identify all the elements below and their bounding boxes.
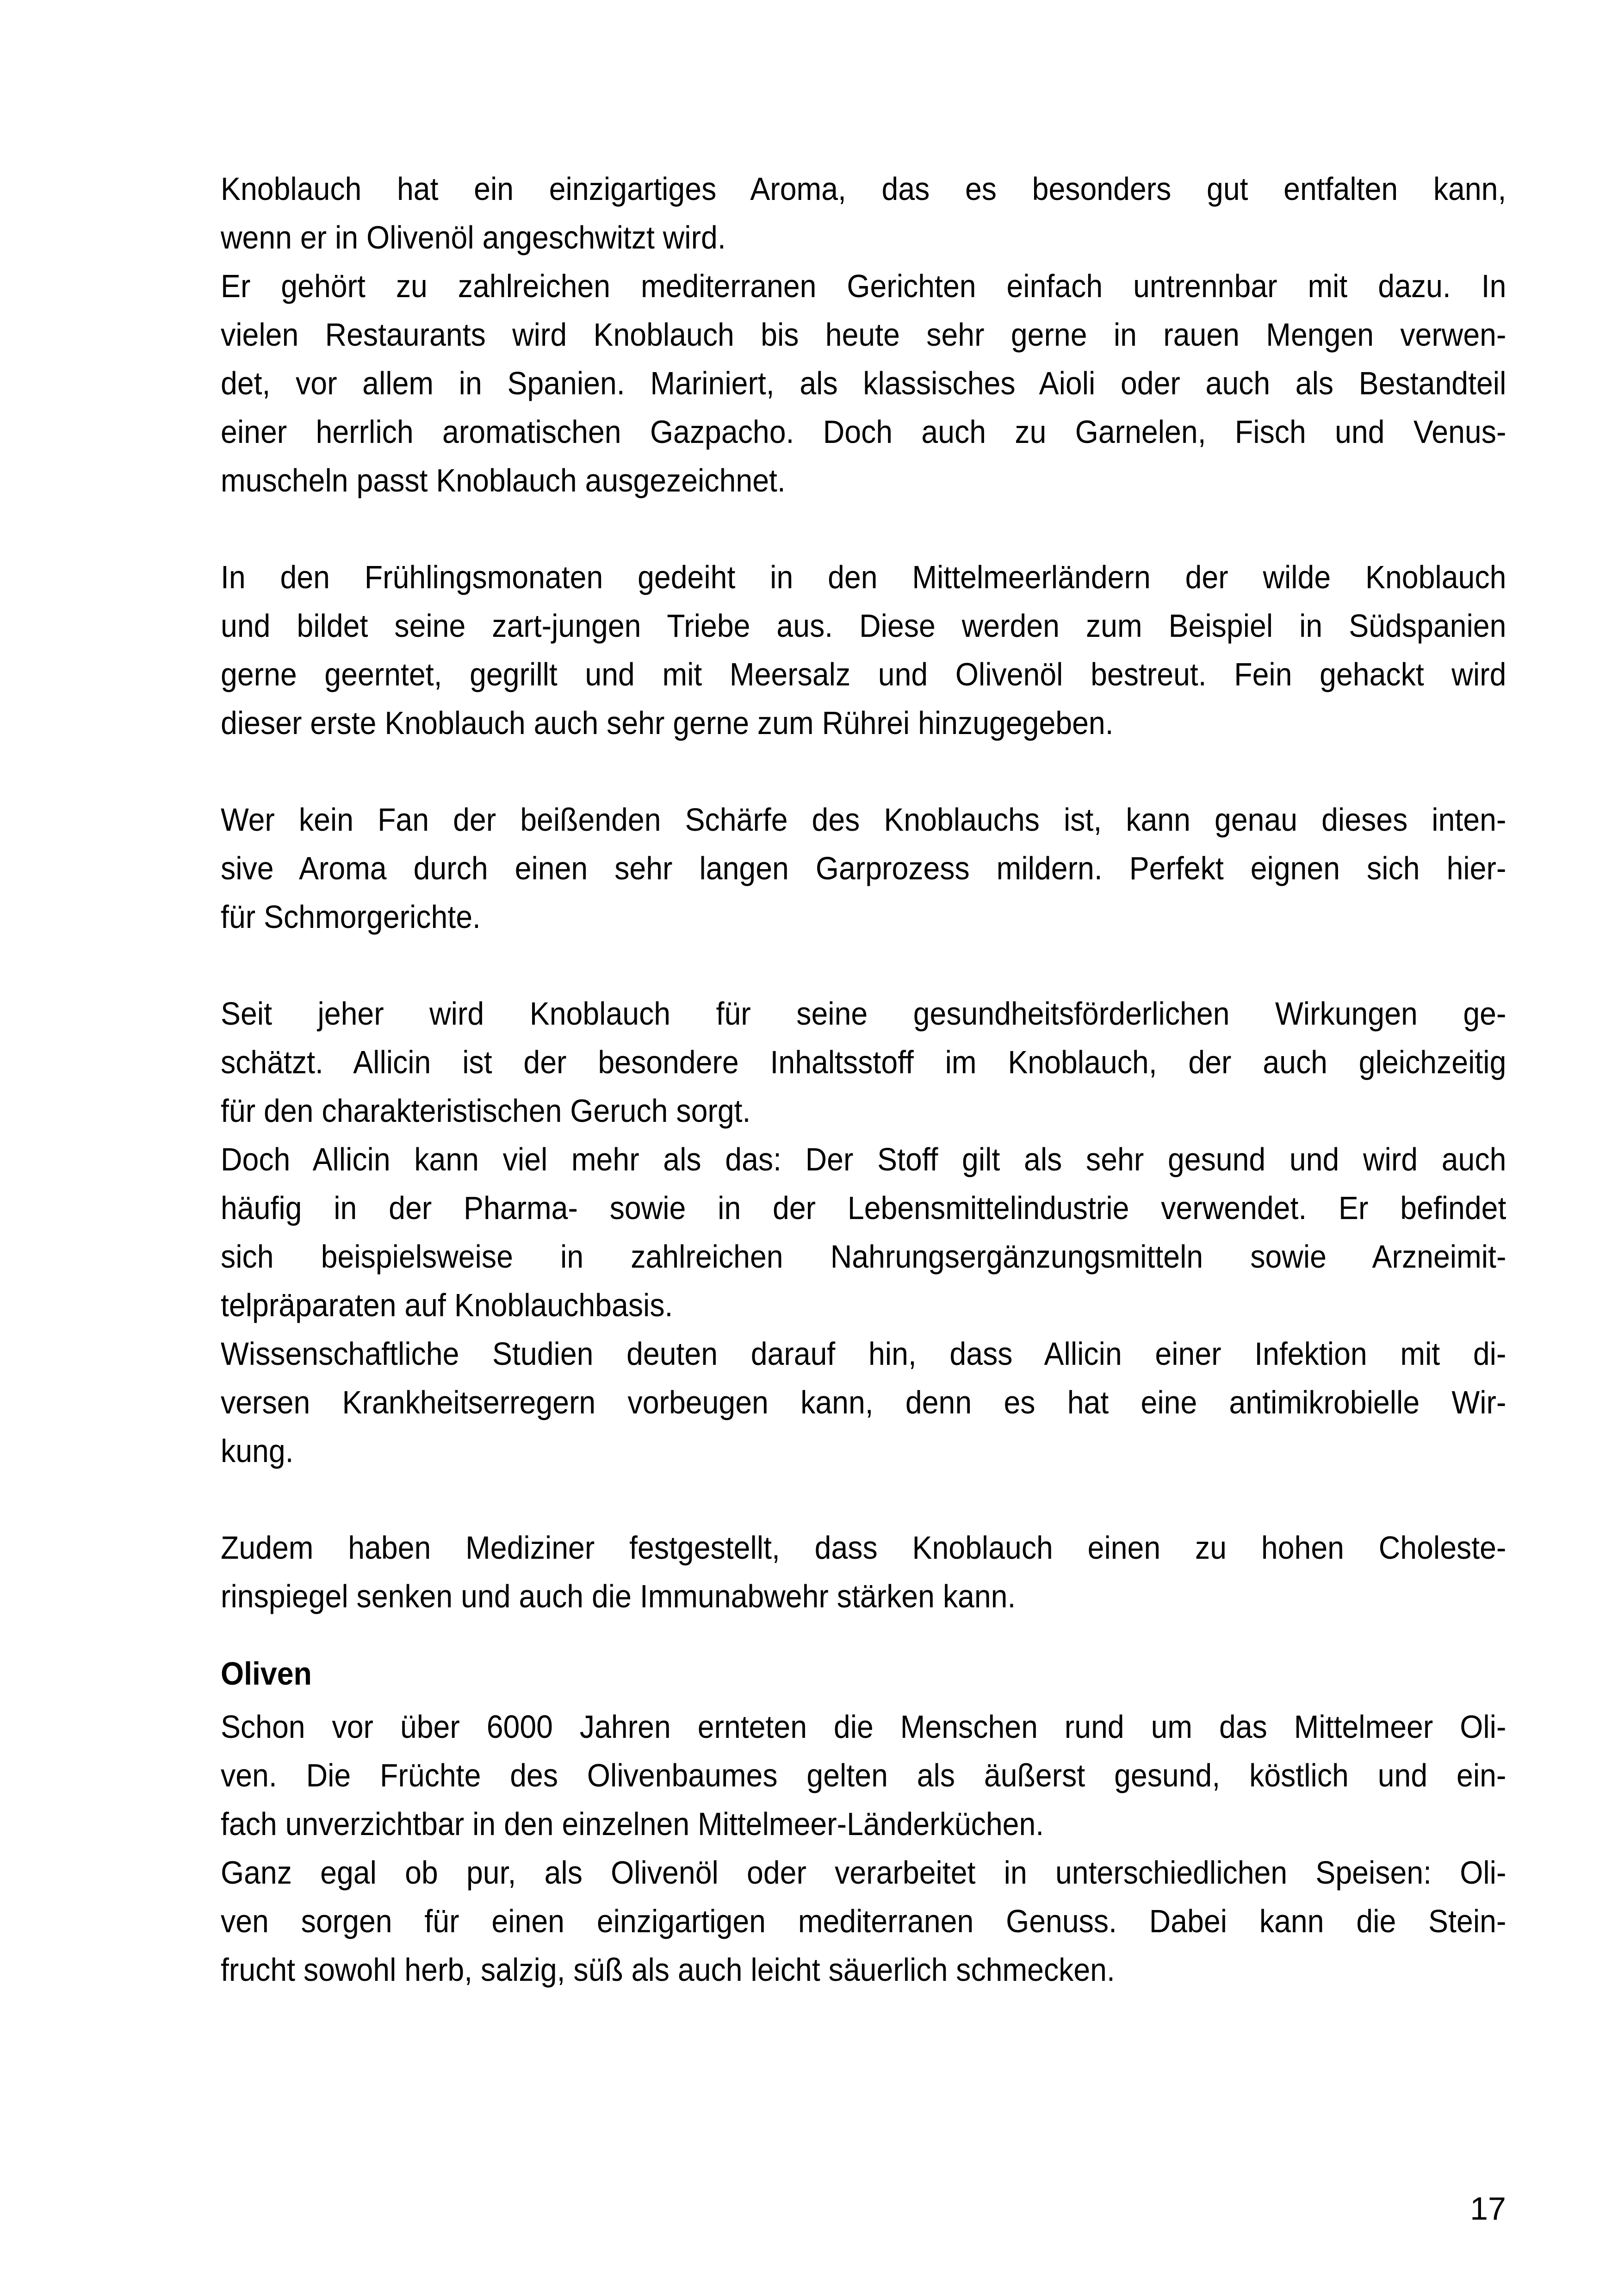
para-cholesterin: [221, 1524, 1506, 1621]
para-oliven-2: [221, 1848, 1506, 1994]
text-line: Er gehört zu zahlreichen mediterranen Gerichten einfach untrennbar mit dazu. In: [221, 268, 1506, 304]
text-line: sive Aroma durch einen sehr langen Garprozess mildern. Perfekt eignen sich hier-: [221, 850, 1506, 886]
text-line: für den charakteristischen Geruch sorgt.: [221, 1093, 751, 1129]
para-schaerfe: [221, 796, 1506, 941]
text-line: einer herrlich aromatischen Gazpacho. Doch auch zu Garnelen, Fisch und Venus-: [221, 414, 1506, 450]
text-line: vielen Restaurants wird Knoblauch bis heute sehr gerne in rauen Mengen verwen-: [221, 317, 1506, 353]
text-line: Zudem haben Mediziner festgestellt, dass Knoblauch einen zu hohen Choleste-: [221, 1530, 1506, 1566]
text-line: fach unverzichtbar in den einzelnen Mittelmeer-Länderküchen.: [221, 1806, 1044, 1842]
para-mediterrane-gerichte: [221, 262, 1506, 505]
text-line: Doch Allicin kann viel mehr als das: Der Stoff gilt als sehr gesund und wird auch: [221, 1141, 1506, 1177]
text-line: telpräparaten auf Knoblauchbasis.: [221, 1287, 673, 1323]
text-line: sich beispielsweise in zahlreichen Nahrungsergänzungsmitteln sowie Arzneimit-: [221, 1238, 1506, 1275]
para-knoblauch-aroma: [221, 165, 1506, 262]
text-line: gerne geerntet, gegrillt und mit Meersalz und Olivenöl bestreut. Fein gehackt wird: [221, 656, 1506, 692]
text-line: det, vor allem in Spanien. Mariniert, als klassisches Aioli oder auch als Bestandteil: [221, 365, 1506, 401]
para-fruehlingsmonate: [221, 553, 1506, 747]
text-line: Ganz egal ob pur, als Olivenöl oder verarbeitet in unterschiedlichen Speisen: Oli-: [221, 1854, 1506, 1891]
text-line: In den Frühlingsmonaten gedeiht in den Mittelmeerländern der wilde Knoblauch: [221, 559, 1506, 595]
text-line: wenn er in Olivenöl angeschwitzt wird.: [221, 219, 726, 255]
para-allicin-2: [221, 1135, 1506, 1330]
text-line: Wissenschaftliche Studien deuten darauf hin, dass Allicin einer Infektion mit di-: [221, 1336, 1506, 1372]
text-line: und bildet seine zart-jungen Triebe aus. Diese werden zum Beispiel in Südspanien: [221, 608, 1506, 644]
text-line: rinspiegel senken und auch die Immunabwehr stärken kann.: [221, 1578, 1016, 1614]
para-oliven-1: [221, 1703, 1506, 1848]
para-allicin-3: [221, 1330, 1506, 1475]
page-number: 17: [1470, 2190, 1506, 2227]
text-line: Wer kein Fan der beißenden Schärfe des Knoblauchs ist, kann genau dieses inten-: [221, 802, 1506, 838]
text-line: Seit jeher wird Knoblauch für seine gesundheitsförderlichen Wirkungen ge-: [221, 996, 1506, 1032]
section-heading-text: Oliven: [221, 1655, 312, 1692]
text-line: für Schmorgerichte.: [221, 899, 481, 935]
text-line: schätzt. Allicin ist der besondere Inhaltsstoff im Knoblauch, der auch gleichzeitig: [221, 1044, 1506, 1080]
text-line: Knoblauch hat ein einzigartiges Aroma, das es besonders gut entfalten kann,: [221, 171, 1506, 207]
text-line: Schon vor über 6000 Jahren ernteten die Menschen rund um das Mittelmeer Oli-: [221, 1709, 1506, 1745]
text-line: dieser erste Knoblauch auch sehr gerne zum Rührei hinzugegeben.: [221, 705, 1114, 741]
text-line: frucht sowohl herb, salzig, süß als auch leicht säuerlich schmecken.: [221, 1952, 1115, 1988]
section-heading-oliven: [221, 1649, 1506, 1698]
text-line: ven sorgen für einen einzigartigen mediterranen Genuss. Dabei kann die Stein-: [221, 1903, 1506, 1939]
text-line: kung.: [221, 1433, 294, 1469]
text-line: muscheln passt Knoblauch ausgezeichnet.: [221, 462, 786, 498]
text-line: ven. Die Früchte des Olivenbaumes gelten als äußerst gesund, köstlich und ein-: [221, 1757, 1506, 1793]
text-column: [221, 165, 1506, 1994]
para-allicin-1: [221, 989, 1506, 1135]
text-line: versen Krankheitserregern vorbeugen kann, denn es hat eine antimikrobielle Wir-: [221, 1384, 1506, 1420]
text-line: häufig in der Pharma- sowie in der Lebensmittelindustrie verwendet. Er befindet: [221, 1190, 1506, 1226]
